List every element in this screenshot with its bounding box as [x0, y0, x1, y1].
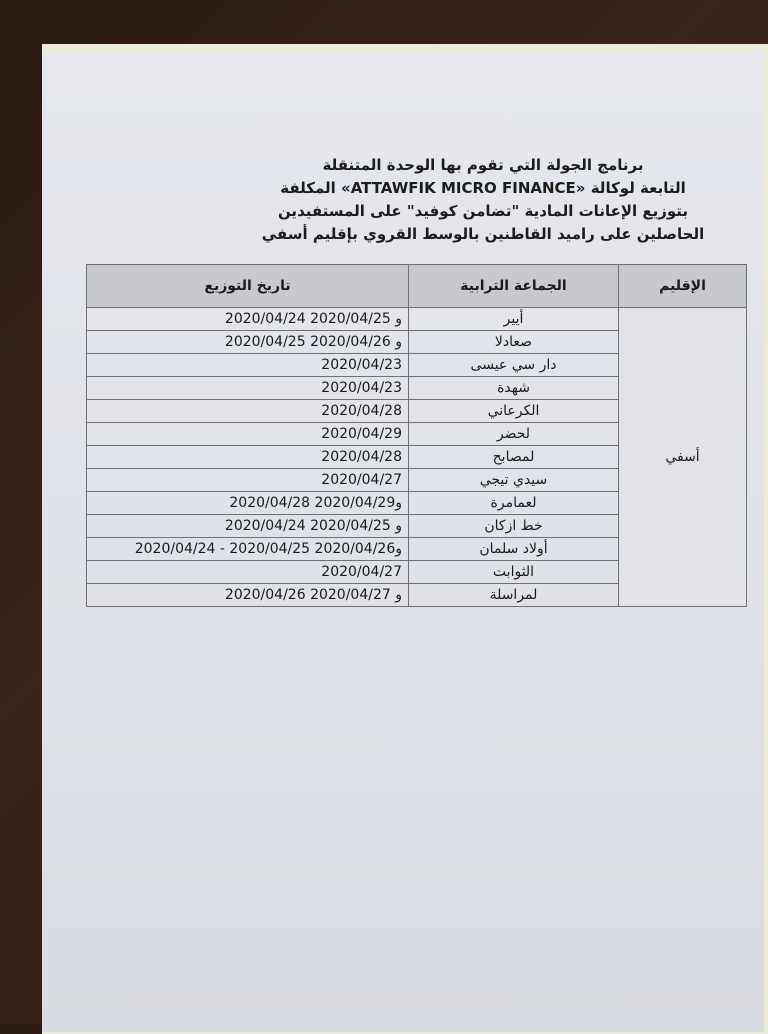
table-header-row: [87, 265, 747, 308]
commune-cell: دار سي عيسى: [409, 354, 619, 377]
dates-cell: 2020/04/28: [87, 400, 409, 423]
commune-cell: سيدي تيجي: [409, 469, 619, 492]
dates-cell: 2020/04/27: [87, 469, 409, 492]
dates-cell: 2020/04/24 و 2020/04/25: [87, 515, 409, 538]
commune-cell: لمراسلة: [409, 584, 619, 607]
dates-cell: 2020/04/28: [87, 446, 409, 469]
dates-cell: 2020/04/28 و2020/04/29: [87, 492, 409, 515]
title-line-1: برنامج الجولة التي تقوم بها الوحدة المتنقلة: [322, 156, 644, 174]
commune-cell: أيير: [409, 308, 619, 331]
commune-cell: صعادلا: [409, 331, 619, 354]
header-province: الإقليم: [619, 265, 747, 308]
dates-cell: 2020/04/29: [87, 423, 409, 446]
dates-cell: 2020/04/24 و 2020/04/25: [87, 308, 409, 331]
distribution-schedule-table: [86, 264, 747, 607]
commune-cell: أولاد سلمان: [409, 538, 619, 561]
dates-cell: 2020/04/23: [87, 354, 409, 377]
title-line-4: الحاصلين على راميد القاطنين بالوسط القروي بإقليم أسفي: [261, 225, 705, 243]
province-cell: أسفي: [619, 308, 747, 607]
commune-cell: الثوابت: [409, 561, 619, 584]
dates-cell: 2020/04/27: [87, 561, 409, 584]
dates-cell: 2020/04/24 - 2020/04/25 و2020/04/26: [87, 538, 409, 561]
title-line-2: التابعة لوكالة «ATTAWFIK MICRO FINANCE» المكلفة: [280, 179, 686, 197]
commune-cell: خط ازكان: [409, 515, 619, 538]
dates-cell: 2020/04/26 و 2020/04/27: [87, 584, 409, 607]
commune-cell: لمصابح: [409, 446, 619, 469]
title-line-3: بتوزيع الإعانات المادية "تضامن كوفيد" على المستفيدين: [277, 202, 689, 220]
commune-cell: شهدة: [409, 377, 619, 400]
document-title: [42, 154, 764, 246]
table-row: [87, 308, 747, 331]
commune-cell: لعمامرة: [409, 492, 619, 515]
commune-cell: الكرعاني: [409, 400, 619, 423]
dates-cell: 2020/04/25 و 2020/04/26: [87, 331, 409, 354]
header-dates: تاريخ التوزيع: [87, 265, 409, 308]
header-commune: الجماعة الترابية: [409, 265, 619, 308]
document-page: [42, 52, 764, 1032]
dates-cell: 2020/04/23: [87, 377, 409, 400]
commune-cell: لحضر: [409, 423, 619, 446]
